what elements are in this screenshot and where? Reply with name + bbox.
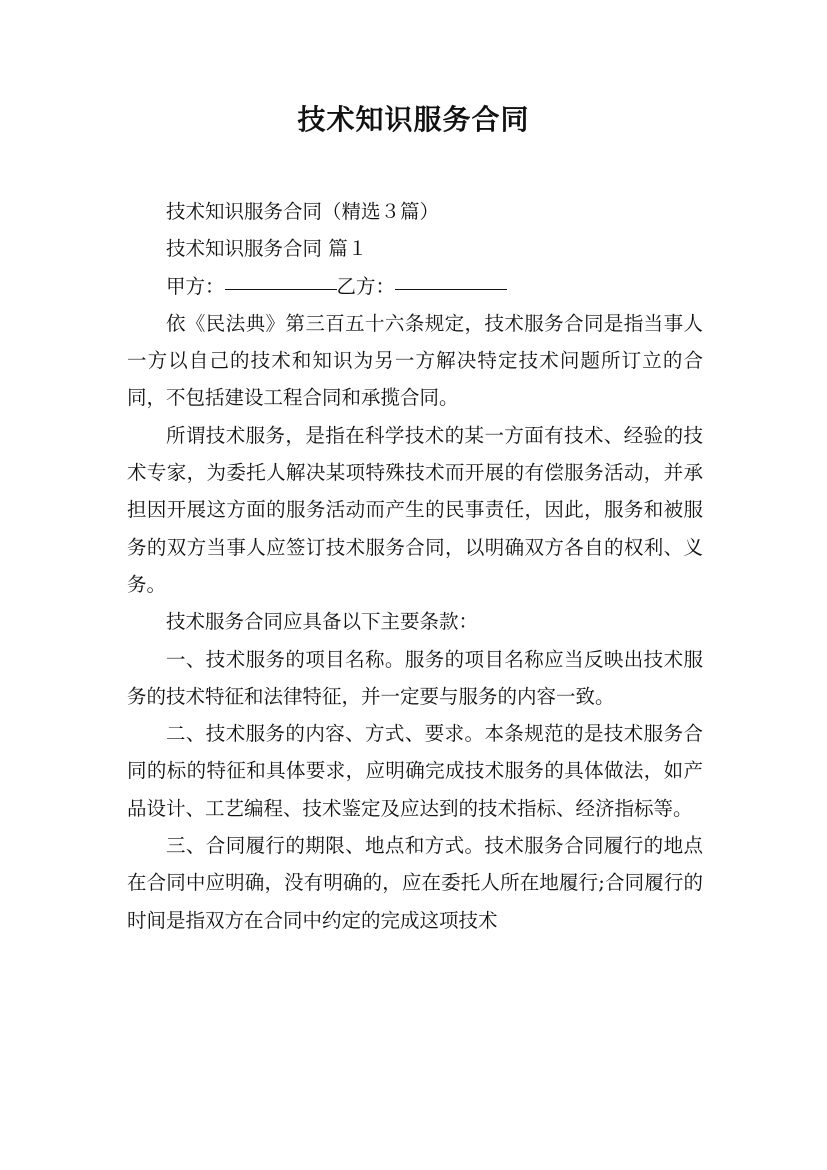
paragraph-civil-code: 依《民法典》第三百五十六条规定，技术服务合同是指当事人一方以自己的技术和知识为另一方解决特定技术问题所订立的合同，不包括建设工程合同和承揽合同。 bbox=[127, 311, 703, 410]
document-body bbox=[127, 193, 703, 939]
document-title: 技术知识服务合同 bbox=[297, 103, 530, 136]
party-b-blank bbox=[395, 288, 507, 290]
document-subtitle: 技术知识服务合同（精选３篇） bbox=[166, 200, 440, 223]
paragraph-definition: 所谓技术服务，是指在科学技术的某一方面有技术、经验的技术专家，为委托人解决某项特殊技术而开展的有偿服务活动，并承担因开展这方面的服务活动而产生的民事责任，因此，服务和被服务的双方当事人应签订技术服务合同，以明确双方各自的权利、义务。 bbox=[127, 423, 703, 596]
section-heading: 技术知识服务合同 篇１ bbox=[166, 237, 368, 261]
parties-line bbox=[127, 268, 703, 305]
paragraph-clause-1: 一、技术服务的项目名称。服务的项目名称应当反映出技术服务的技术特征和法律特征，并一定要与服务的内容一致。 bbox=[127, 647, 703, 708]
party-b-label: 乙方： bbox=[336, 274, 396, 298]
paragraph-clause-2: 二、技术服务的内容、方式、要求。本条规范的是技术服务合同的标的特征和具体要求，应明确完成技术服务的具体做法，如产品设计、工艺编程、技术鉴定及应达到的技术指标、经济指标等。 bbox=[127, 722, 703, 820]
party-a-label: 甲方： bbox=[166, 274, 225, 298]
paragraph-clause-3: 三、合同履行的期限、地点和方式。技术服务合同履行的地点在合同中应明确，没有明确的，应在委托人所在地履行;合同履行的时间是指双方在合同中约定的完成这项技术 bbox=[127, 834, 703, 932]
paragraph-main-clauses: 技术服务合同应具备以下主要条款： bbox=[166, 610, 479, 634]
party-a-blank bbox=[225, 288, 337, 290]
